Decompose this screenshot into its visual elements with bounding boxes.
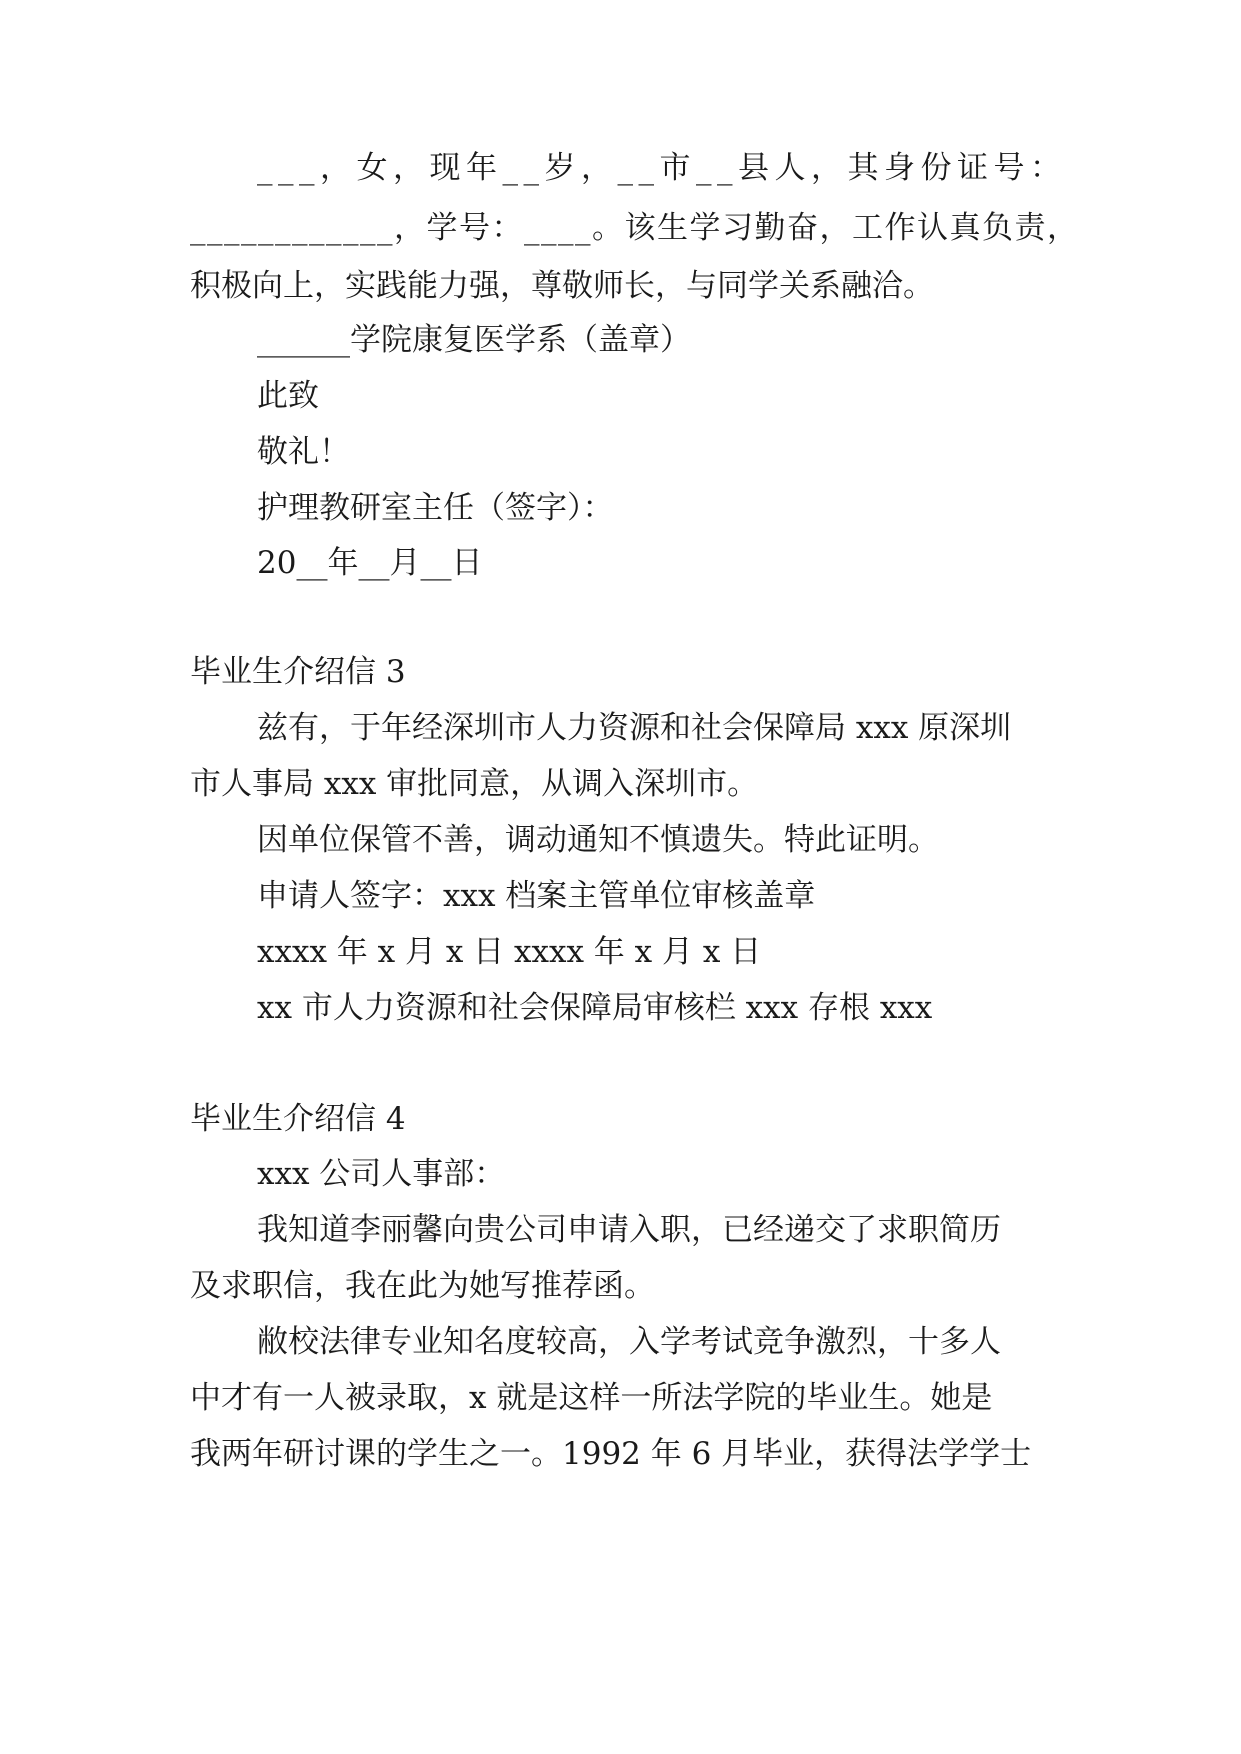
s4-heading: 毕业生介绍信 4 <box>190 1101 406 1137</box>
s3-paragraph-3: 申请人签字：xxx 档案主管单位审核盖章 <box>257 878 816 914</box>
s2-date-line: 20__年__月__日 <box>257 545 483 581</box>
s2-signature-line: 护理教研室主任（签字）： <box>257 490 614 526</box>
s3-heading: 毕业生介绍信 3 <box>190 654 406 690</box>
s3-paragraph-5: xx 市人力资源和社会保障局审核栏 xxx 存根 xxx <box>257 990 933 1026</box>
s3-paragraph-4: xxxx 年 x 月 x 日 xxxx 年 x 月 x 日 <box>257 934 762 970</box>
s3-paragraph-line-2: 市人事局 xxx 审批同意，从调入深圳市。 <box>190 766 759 802</box>
s4-paragraph-1-line-1: 我知道李丽馨向贵公司申请入职，已经递交了求职简历 <box>257 1212 1001 1248</box>
s2-paragraph-line-1: ___，女，现年__岁，__市__县人，其身份证号： <box>257 150 1067 186</box>
s2-paragraph-line-3: 积极向上，实践能力强，尊敬师长，与同学关系融洽。 <box>190 268 934 304</box>
s4-paragraph-2-line-3: 我两年研讨课的学生之一。1992 年 6 月毕业，获得法学学士 <box>190 1436 1032 1472</box>
s4-paragraph-1-line-2: 及求职信，我在此为她写推荐函。 <box>190 1268 655 1304</box>
s3-paragraph-line-1: 兹有，于年经深圳市人力资源和社会保障局 xxx 原深圳 <box>257 710 1012 746</box>
s4-paragraph-2-line-1: 敝校法律专业知名度较高，入学考试竞争激烈，十多人 <box>257 1324 1001 1360</box>
s2-closing-line-2: 敬礼！ <box>257 434 350 470</box>
s2-paragraph-line-2: ____________，学号：____。该生学习勤奋，工作认真负责， <box>190 210 1080 246</box>
s4-paragraph-2-line-2: 中才有一人被录取，x 就是这样一所法学院的毕业生。她是 <box>190 1380 993 1416</box>
s4-salutation: xxx 公司人事部： <box>257 1156 506 1192</box>
s2-closing-line-1: 此致 <box>257 378 319 414</box>
s2-department-stamp: ______学院康复医学系（盖章） <box>257 322 691 358</box>
s3-paragraph-2: 因单位保管不善，调动通知不慎遗失。特此证明。 <box>257 822 939 858</box>
